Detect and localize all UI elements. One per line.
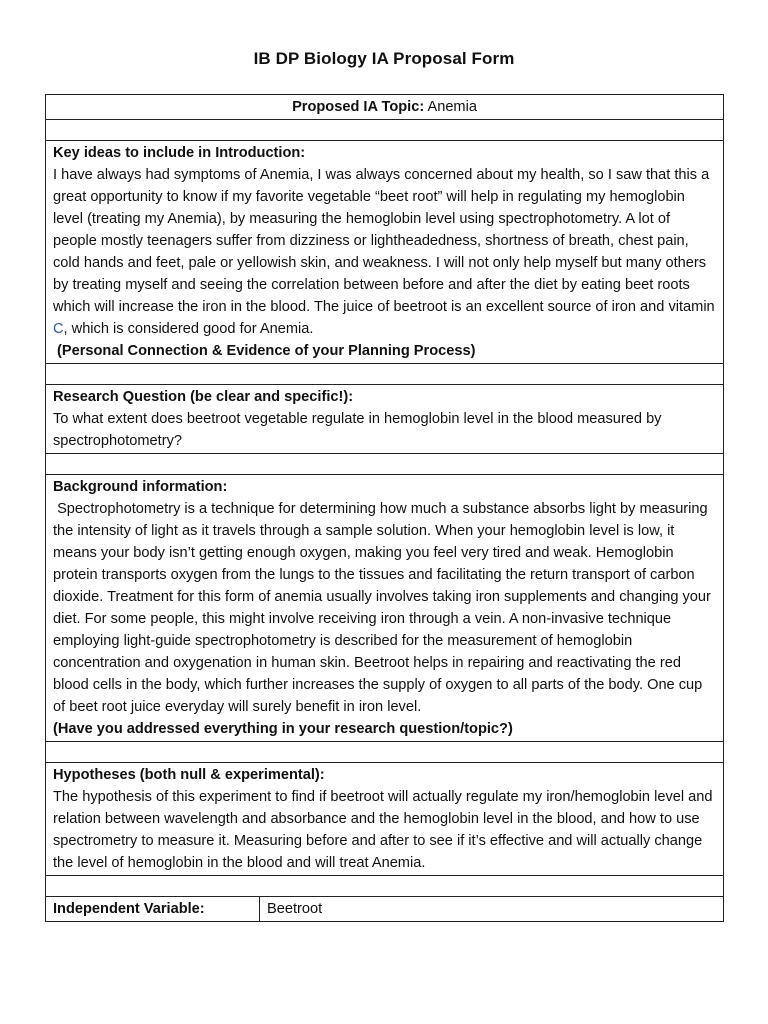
introduction-row (46, 141, 724, 364)
research-question-row (46, 385, 724, 454)
spacer-row (46, 742, 724, 763)
page-title: IB DP Biology IA Proposal Form (253, 49, 515, 68)
introduction-vitamin-letter: C (53, 321, 64, 337)
background-note: (Have you addressed everything in your research question/topic?) (53, 721, 513, 737)
proposal-form-table (45, 94, 724, 922)
spacer-cell (46, 364, 724, 385)
background-first-letter: S (57, 501, 67, 517)
introduction-text: I have always had symptoms of Anemia, I was always concerned about my health, so I saw that this a great opportunity to know if my favorite vegetable “beet root” will help in regulating my hemoglobin level (treating my Anemia), by measuring the hemoglobin level using spectrophotometry. A lot of people mostly teenagers suffer from dizziness or lightheadedness, shortness of breath, chest pain, cold hands and feet, pale or yellowish skin, and weakness. I will not only help myself but many others by treating myself and seeing the correlation between before and after the diet by eating beet roots which will increase the iron in the blood. The juice of beetroot is an excellent source of iron and vitamin (53, 167, 715, 315)
topic-value: Anemia (427, 99, 477, 115)
research-question-body: To what extent does beetroot vegetable regulate in hemoglobin level in the blood measured by spectrophotometry? (53, 411, 662, 449)
spacer-row (46, 876, 724, 897)
background-cell (46, 475, 724, 742)
spacer-cell (46, 454, 724, 475)
topic-row (46, 95, 724, 120)
hypotheses-heading: Hypotheses (both null & experimental): (53, 767, 325, 783)
spacer-cell (46, 876, 724, 897)
spacer-cell (46, 120, 724, 141)
background-row (46, 475, 724, 742)
spacer-cell (46, 742, 724, 763)
hypotheses-cell (46, 763, 724, 876)
topic-label: Proposed IA Topic: (292, 99, 425, 115)
introduction-note: (Personal Connection & Evidence of your Planning Process) (57, 343, 476, 359)
introduction-cell (46, 141, 724, 364)
spacer-row (46, 364, 724, 385)
research-question-cell (46, 385, 724, 454)
independent-variable-row (46, 897, 724, 922)
independent-variable-label: Independent Variable: (46, 897, 260, 922)
spacer-row (46, 454, 724, 475)
spacer-row (46, 120, 724, 141)
hypotheses-row (46, 763, 724, 876)
topic-cell (46, 95, 724, 120)
research-question-heading: Research Question (be clear and specific!): (53, 389, 354, 405)
background-text: pectrophotometry is a technique for determining how much a substance absorbs light by measuring the intensity of light as it travels through a sample solution. When your hemoglobin level is low, it means your body isn’t getting enough oxygen, making you feel very tired and weak. Hemoglobin protein transports oxygen from the lungs to the tissues and facilitating the return transport of carbon dioxide. Treatment for this form of anemia usually involves taking iron supplements and changing your diet. For some people, this might involve receiving iron through a vein. A non-invasive technique employing light-guide spectrophotometry is described for the measurement of hemoglobin concentration and oxygenation in human skin. Beetroot helps in repairing and reactivating the red blood cells in the body, which further increases the supply of oxygen to all parts of the body. One cup of beet root juice everyday will surely benefit in iron level. (53, 501, 711, 715)
background-body (53, 498, 716, 718)
independent-variable-value: Beetroot (260, 897, 724, 922)
background-heading: Background information: (53, 479, 228, 495)
introduction-heading: Key ideas to include in Introduction: (53, 145, 306, 161)
introduction-body (53, 164, 716, 340)
introduction-text-end: , which is considered good for Anemia. (63, 321, 314, 337)
hypotheses-body: The hypothesis of this experiment to find if beetroot will actually regulate my iron/hemoglobin level and relation between wavelength and absorbance and the hemoglobin level in the blood, and how to use spectrometry to measure it. Measuring before and after to see if it’s effective and will actually change the level of hemoglobin in the blood and will treat Anemia. (53, 789, 713, 871)
